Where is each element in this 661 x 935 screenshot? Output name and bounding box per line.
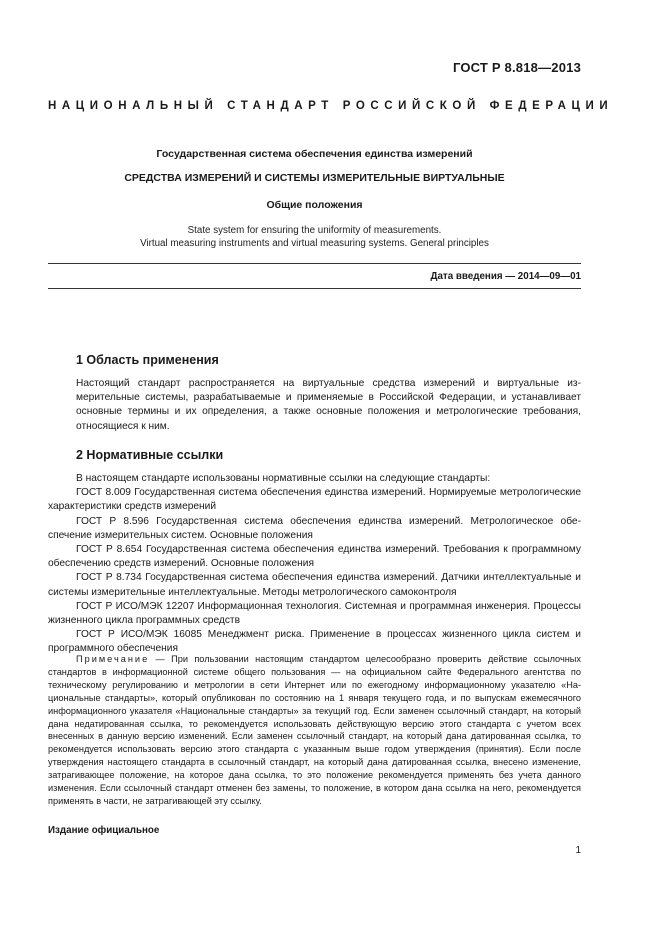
system-title: Государственная система обеспечения единства измерений [156, 148, 473, 160]
reference-item: ГОСТ Р ИСО/МЭК 16085 Менеджмент риска. Применение в процессах жизненного цикла систем и программного обеспечения [48, 629, 581, 655]
reference-item: ГОСТ 8.009 Государственная система обеспечения единства измерений. Нормируемые метрологические характеристики средств измерений [48, 487, 581, 513]
reference-item: ГОСТ Р 8.596 Государственная система обеспечения единства измерений. Метрологическое обеспечение измерительных систем. Основные положения [48, 515, 581, 541]
note-block [48, 653, 581, 808]
national-standard-banner: НАЦИОНАЛЬНЫЙ СТАНДАРТ РОССИЙСКОЙ ФЕДЕРАЦИИ [48, 100, 614, 112]
section-1-paragraph: Настоящий стандарт распространяется на виртуальные средства измерений и виртуальные измерительные системы, разрабатываемые и применяемые в Российской Федерации, и устанавливает основные термины и их определения, а также основные положения и метрологические требования, относящиеся к ним. [76, 378, 581, 432]
introduction-date: Дата введения — 2014—09—01 [430, 271, 581, 282]
reference-item: ГОСТ Р ИСО/МЭК 12207 Информационная технология. Системная и программная инженерия. Процессы жизненного цикла программных средств [48, 600, 581, 627]
reference-item: ГОСТ Р 8.654 Государственная система обеспечения единства измерений. Требования к программному обеспечению средств измерений. Основные положения [48, 544, 581, 570]
section-1-heading: 1 Область применения [76, 353, 219, 367]
official-edition-label: Издание официальное [48, 825, 160, 836]
title-divider [48, 263, 581, 264]
note-text: — При пользовании настоящим стандартом целесообразно проверить действие ссылочных стандартов в информационной системе общего пользования — на официальном сайте Федерального агентства по техническому регулированию и метрологии в сети Интернет или по ежегодному информационному указателю «Национальные стандарты», который опубликован по состоянию на 1 января текущего года, и по выпускам ежемесячного информационного указателя «Национальные стандарты» за текущий год. Если заменен ссылочный стандарт, на который дана недатированная ссылка, то рекомендуется использовать действующую версию этого стандарта с учетом всех внесенных в данную версию изменений. Если заменен ссылочный стандарт, на который дана датированная ссылка, то рекомендуется использовать версию этого стандарта с указанным выше годом утверждения (принятия). Если после утверждения настоящего стандарта в ссылочный стандарт, на который дана датированная ссылка, внесено изменение, затрагивающее положение, на которое дана ссылка, то это положение рекомендуется применять без учета данного изменения. Если ссылочный стандарт отменен без замены, то положение, в котором дана ссылка на него, рекомендуется применять в части, не затрагивающей эту ссылку. [48, 654, 581, 806]
note-label: Примечание [76, 654, 150, 664]
section-2-body [48, 472, 581, 657]
references-intro: В настоящем стандарте использованы нормативные ссылки на следующие стандарты: [76, 473, 491, 484]
page-number: 1 [575, 845, 581, 856]
english-title-line-1: State system for ensuring the uniformity of measurements. [187, 225, 442, 236]
english-title-line-2: Virtual measuring instruments and virtual measuring systems. General principles [140, 238, 489, 249]
english-title [48, 224, 581, 250]
main-title: СРЕДСТВА ИЗМЕРЕНИЙ И СИСТЕМЫ ИЗМЕРИТЕЛЬНЫЕ ВИРТУАЛЬНЫЕ [124, 172, 505, 184]
subtitle: Общие положения [266, 199, 363, 211]
standard-number: ГОСТ Р 8.818—2013 [452, 60, 581, 75]
date-divider [48, 288, 581, 289]
section-2-heading: 2 Нормативные ссылки [76, 448, 224, 462]
section-1-text [76, 377, 581, 434]
reference-item: ГОСТ Р 8.734 Государственная система обеспечения единства измерений. Датчики интеллектуальные и системы измерительные интеллектуальные. Методы метрологического самоконтроля [48, 572, 581, 598]
